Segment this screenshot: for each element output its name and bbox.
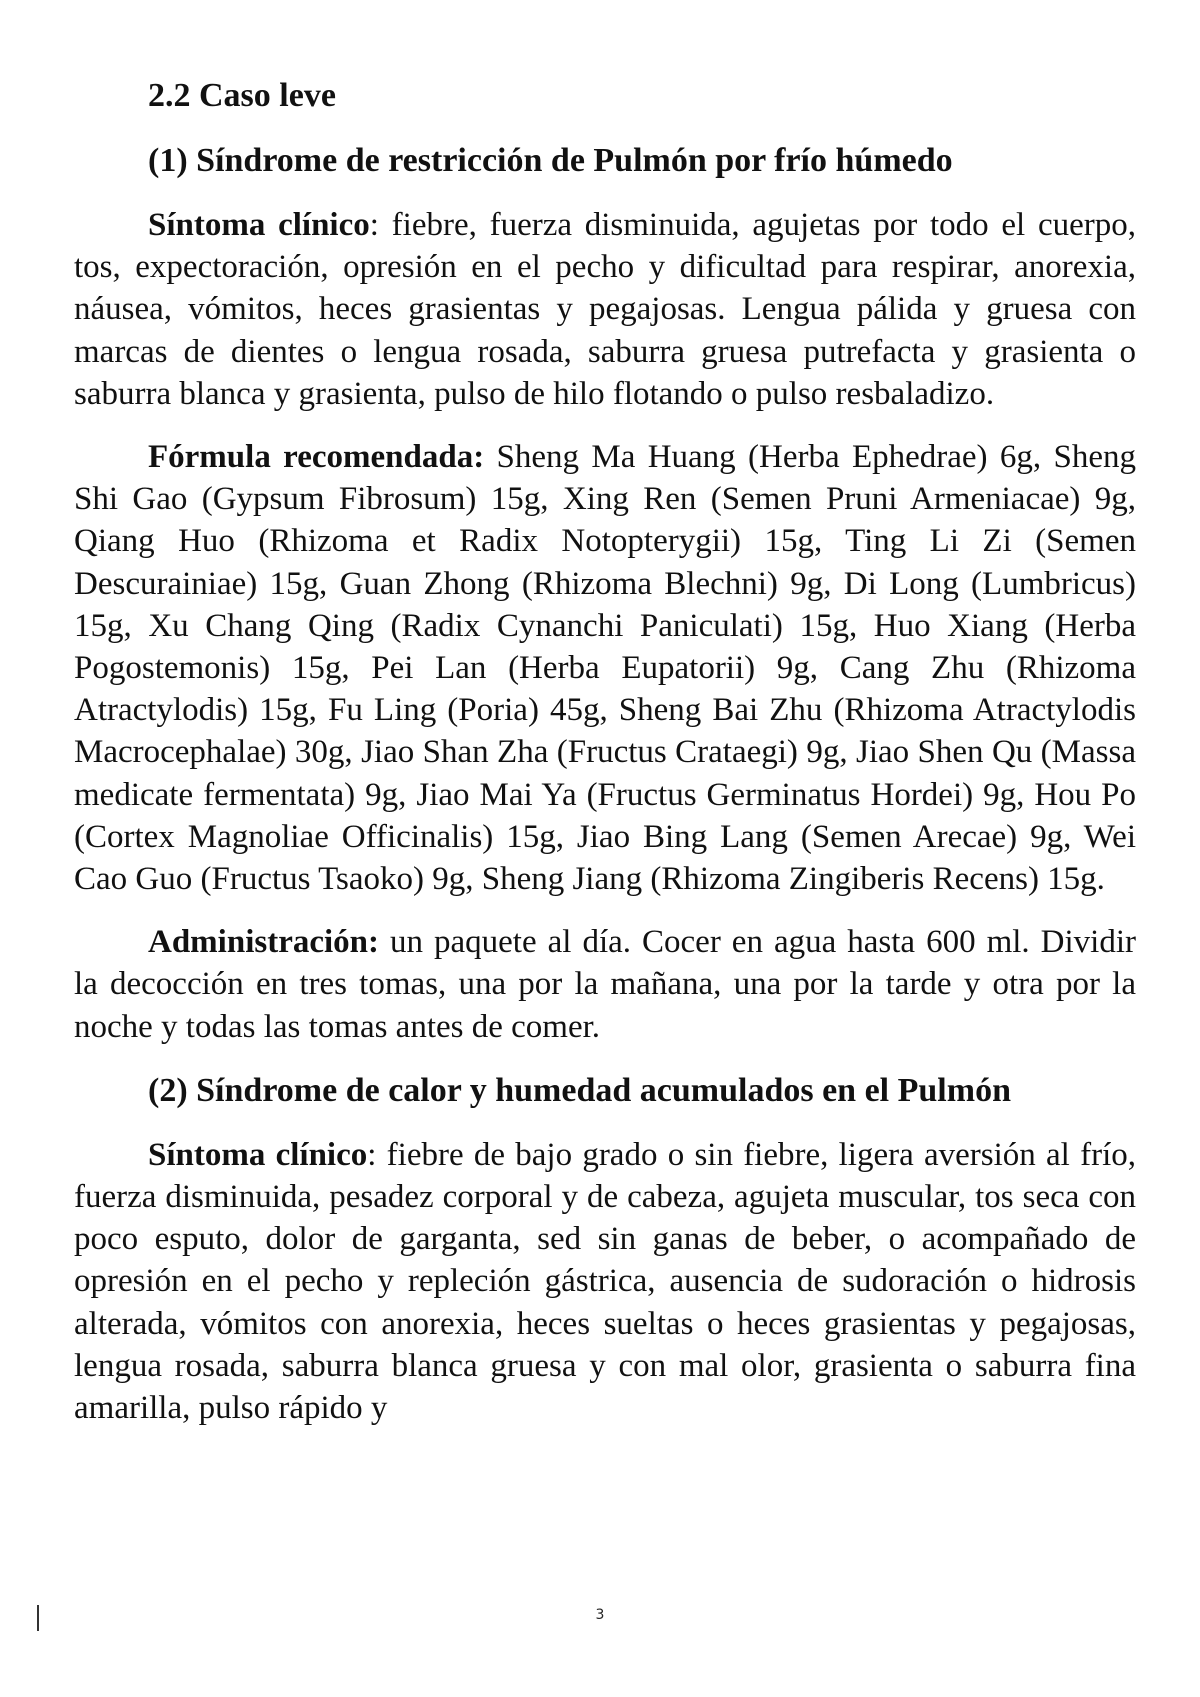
symptoms-label: Síntoma clínico bbox=[148, 1136, 368, 1173]
document-page bbox=[74, 74, 1136, 1450]
page-number: 3 bbox=[595, 1607, 605, 1623]
formula-text: Sheng Ma Huang (Herba Ephedrae) 6g, Sheng Shi Gao (Gypsum Fibrosum) 15g, Xing Ren (Semen Pruni Armeniacae) 9g, Qiang Huo (Rhizoma et Radix Notopterygii) 15g, Ting Li Zi (Semen Descurainiae) 15g, Guan Zhong (Rhizoma Blechni) 9g, Di Long (Lumbricus) 15g, Xu Chang Qing (Radix Cynanchi Paniculati) 15g, Huo Xiang (Herba Pogostemonis) 15g, Pei Lan (Herba Eupatorii) 9g, Cang Zhu (Rhizoma Atractylodis) 15g, Fu Ling (Poria) 45g, Sheng Bai Zhu (Rhizoma Atractylodis Macrocephalae) 30g, Jiao Shan Zha (Fructus Crataegi) 9g, Jiao Shen Qu (Massa medicate fermentata) 9g, Jiao Mai Ya (Fructus Germinatus Hordei) 9g, Hou Po (Cortex Magnoliae Officinalis) 15g, Jiao Bing Lang (Semen Arecae) 9g, Wei Cao Guo (Fructus Tsaoko) 9g, Sheng Jiang (Rhizoma Zingiberis Recens) 15g. bbox=[74, 439, 1136, 898]
subsection-1-title: (1) Síndrome de restricción de Pulmón por frío húmedo bbox=[148, 142, 953, 179]
subsection-2-title: (2) Síndrome de calor y humedad acumulados en el Pulmón bbox=[148, 1071, 1011, 1109]
symptoms-text: : fiebre de bajo grado o sin fiebre, ligera aversión al frío, fuerza disminuida, pesadez corporal y de cabeza, agujeta muscular, tos seca con poco esputo, dolor de garganta, sed sin ganas de beber, o acompañado de opresión en el pecho y repleción gástrica, ausencia de sudoración o hidrosis alterada, vómitos con anorexia, heces sueltas o heces grasientas y pegajosas, lengua rosada, saburra blanca gruesa y con mal olor, grasienta o saburra fina amarilla, pulso rápido y bbox=[74, 1136, 1136, 1427]
subsection-1-formula bbox=[74, 436, 1136, 900]
symptoms-label: Síntoma clínico bbox=[148, 207, 370, 243]
subsection-1-symptoms bbox=[74, 204, 1136, 415]
subsection-2-symptoms bbox=[74, 1134, 1136, 1429]
symptoms-text: : fiebre, fuerza disminuida, agujetas por todo el cuerpo, tos, expectoración, opresión en el pecho y dificultad para respirar, anorexia, náusea, vómitos, heces grasientas y pegajosas. Lengua pálida y gruesa con marcas de dientes o lengua rosada, saburra gruesa putrefacta y grasienta o saburra blanca y grasienta, pulso de hilo flotando o pulso resbaladizo. bbox=[74, 207, 1136, 412]
administration-text: un paquete al día. Cocer en agua hasta 600 ml. Dividir la decocción en tres tomas, una por la mañana, una por la tarde y otra por la noche y todas las tomas antes de comer. bbox=[74, 924, 1136, 1045]
section-title: 2.2 Caso leve bbox=[148, 77, 336, 114]
formula-label: Fórmula recomendada: bbox=[148, 439, 485, 476]
subsection-1-administration bbox=[74, 921, 1136, 1048]
administration-label: Administración: bbox=[148, 924, 379, 961]
